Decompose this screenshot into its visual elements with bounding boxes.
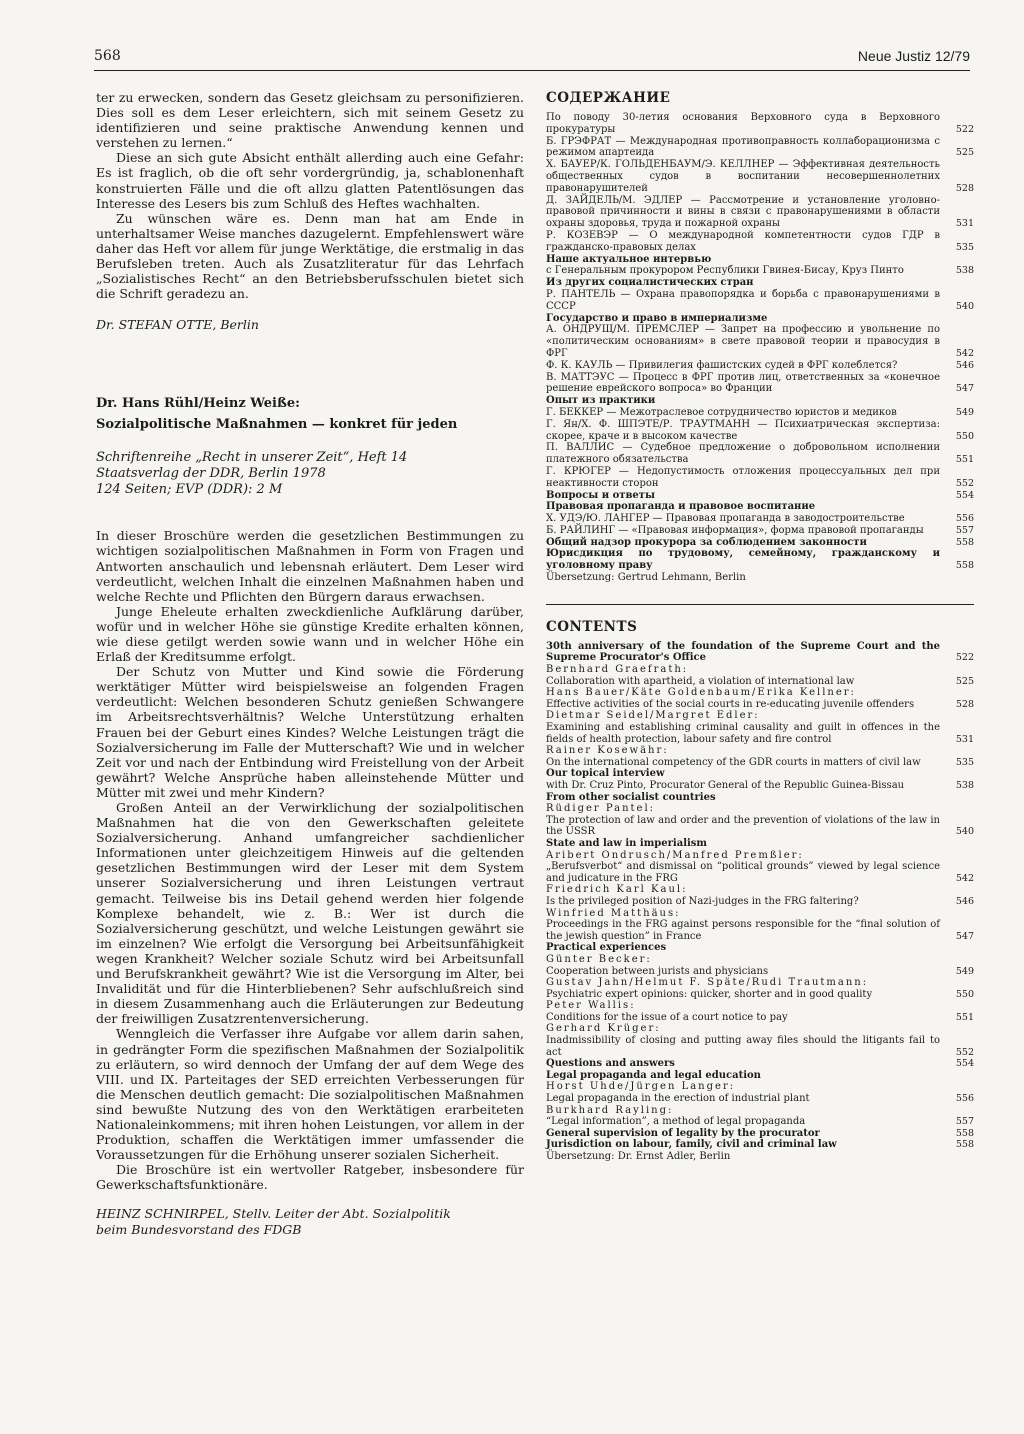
toc-page-number: 528 <box>955 698 974 710</box>
toc-title: 30th anniversary of the foundation of the Supreme Court and the Supreme Procurator's Office <box>546 640 940 664</box>
toc-entry <box>546 360 974 372</box>
toc-page-number: 540 <box>955 826 974 838</box>
toc-title: General supervision of legality by the procurator <box>546 1127 820 1139</box>
right-column <box>546 90 974 1163</box>
toc-page-number: 522 <box>955 123 974 135</box>
toc-entry <box>546 710 974 745</box>
paragraph: Wenngleich die Verfasser ihre Aufgabe vor allem darin sahen, in gedrängter Form die spezifischen Maßnahmen der Sozialpolitik zu erläutern, so wird dennoch der Umfang der auf dem Wege des VIII. und IX. Parteitages der SED erreichten Verbesserungen für die Menschen deutlich gemacht: Die sozialpolitischen Maßnahmen sind bewußte Nutzung des von den Werktätigen erarbeiteten Nationaleinkommens; mit ihren hohen Leistungen, vor allem in der Produktion, schaffen die Werktätigen immer umfassender die Voraussetzungen für die Erhöhung unserer sozialen Sicherheit. <box>96 1026 524 1163</box>
toc-title: “Legal information”, a method of legal propaganda <box>546 1116 806 1128</box>
toc-title: Proceedings in the FRG against persons responsible for the “final solution of the jewish question” in France <box>546 919 940 942</box>
toc-entry <box>546 1139 974 1151</box>
book-publisher: Staatsverlag der DDR, Berlin 1978 <box>96 466 326 482</box>
toc-page-number: 525 <box>955 147 974 159</box>
toc-title: По поводу 30-летия основания Верховного суда в Верховного прокуратуры <box>546 112 940 135</box>
paragraph: Der Schutz von Mutter und Kind sowie die Förderung werktätiger Mütter wird beispielsweise an folgenden Fragen verdeutlicht: Welchen besonderen Schutz genießen Schwangere im Arbeitsrechtsverhältnis? Welche Unterstützung erhalten Frauen bei der Geburt eines Kindes? Welche Leistungen trägt die Sozialversicherung im Falle der Mutterschaft? Wie und in welcher Zeit vor und nach der Entbindung wird Freistellung von der Arbeit gewährt? Welche Ansprüche haben alleinstehende Mütter und Mütter mit zwei und mehr Kindern? <box>96 664 524 800</box>
toc-section-title: From other socialist countries <box>546 791 716 803</box>
toc-page-number: 542 <box>955 872 974 884</box>
toc-author: Dietmar Seidel/Margret Edler: <box>546 710 760 722</box>
toc-page-number: 525 <box>955 675 974 687</box>
toc-author: Rüdiger Pantel: <box>546 803 656 815</box>
toc-title: Б. ГРЭФРАТ — Международная противоправность коллаборационизма с режимом апартеида <box>546 135 940 159</box>
page-header <box>94 48 970 70</box>
paragraph: Großen Anteil an der Verwirklichung der sozialpolitischen Maßnahmen hat die von den Gewerkschaften geleitete Sozialversicherung. Anhand umfangreicher sachdienlicher Informationen unter gleichzeitigem Hinweis auf die geltenden gesetzlichen Bestimmungen wird der Leser mit dem System unserer Sozialversicherung und ihren Leistungen vertraut gemacht. Teilweise bis ins Detail gehend werden hier folgende Komplexe behandelt, wie z. B.: Wer ist durch die Sozialversicherung geschützt, und welche Leistungen gewährt sie im einzelnen? Wie erfolgt die Versorgung bei Arbeitsunfähigkeit wegen Krankheit? Welcher soziale Schutz wird bei Arbeitsunfall und Berufskrankheit gewährt? Wie ist die Versorgung im Alter, bei Invalidität und für die Hinterbliebenen? Sehr aufschlußreich sind in diesem Zusammenhang auch die Erläuterungen zur Bedeutung der freiwilligen Zusatzrentenversicherung. <box>96 800 524 1027</box>
toc-entry <box>546 977 974 1000</box>
toc-page-number: 549 <box>955 965 974 977</box>
toc-entry <box>546 265 974 277</box>
toc-section <box>546 942 974 954</box>
toc-title: Д. ЗАЙДЕЛЬ/М. ЭДЛЕР — Рассмотрение и установление уголовно-правовой причинности и вины в связи с правонарушениями в области охраны здоровья, труда и пожарной охраны <box>546 194 940 230</box>
toc-title: Cooperation between jurists and physicians <box>546 965 769 977</box>
toc-author: Peter Wallis: <box>546 1000 636 1012</box>
toc-author: Bernhard Graefrath: <box>546 664 689 676</box>
toc-section-title: Опыт из практики <box>546 395 656 407</box>
review-book-title: Sozialpolitische Maßnahmen — konkret für jeden <box>96 417 458 433</box>
toc-section-title: Из других социалистических стран <box>546 277 754 289</box>
header-rule <box>94 70 970 71</box>
left-column <box>96 90 524 1238</box>
toc-title: Inadmissibility of closing and putting away files should the litigants fail to act <box>546 1035 940 1058</box>
book-pages-price: 124 Seiten; EVP (DDR): 2 M <box>96 482 283 498</box>
toc-entry <box>546 525 974 537</box>
toc-title: Legal propaganda and legal education <box>546 1069 761 1081</box>
toc-section-title: Our topical interview <box>546 768 665 780</box>
toc-title: А. ОНДРУЩ/М. ПРЕМСЛЕР — Запрет на профессию и увольнение по «политическим основаниям» в свете правовой теории и правосудия в ФРГ <box>546 324 940 359</box>
toc-author: Günter Becker: <box>546 953 652 965</box>
toc-page-number: 522 <box>955 652 974 664</box>
toc-entry <box>546 850 974 885</box>
toc-page-number: 535 <box>955 756 974 768</box>
toc-page-number: 547 <box>955 930 974 942</box>
toc-entry <box>546 745 974 768</box>
toc-page-number: 550 <box>955 988 974 1000</box>
toc-entry <box>546 1000 974 1023</box>
toc-page-number: 550 <box>955 430 974 442</box>
toc-title: Общий надзор прокурора за соблюдением законности <box>546 536 867 548</box>
book-series: Schriftenreihe „Recht in unserer Zeit“, Heft 14 <box>96 450 408 466</box>
toc-entry <box>546 230 974 254</box>
toc-entry <box>546 289 974 313</box>
paragraph: Zu wünschen wäre es. Denn man hat am Ende in unterhaltsamer Weise manches dazugelernt. Empfehlenswert wäre daher das Heft vor allem für junge Werktätige, die erstmalig in das Berufsleben treten. Auch als Zusatzliteratur für das Lehrfach „Sozialistisches Recht“ an den Betriebsberufsschulen bietet sich die Schrift geradezu an. <box>96 210 524 302</box>
toc-page-number: 546 <box>955 359 974 371</box>
toc-title: Is the privileged position of Nazi-judges in the FRG faltering? <box>546 895 859 907</box>
toc-page-number: 551 <box>955 1011 974 1023</box>
toc-title: Psychiatric expert opinions: quicker, shorter and in good quality <box>546 988 873 1000</box>
toc-title: с Генеральным прокурором Республики Гвинея-Бисау, Круз Пинто <box>546 265 904 277</box>
toc-author: Hans Bauer/Käte Goldenbaum/Erika Kellner: <box>546 687 856 699</box>
toc-page-number: 528 <box>955 182 974 194</box>
toc-section <box>546 838 974 850</box>
toc-en-list <box>546 641 974 1151</box>
toc-title: The protection of law and order and the prevention of violations of the law in the USSR <box>546 814 940 838</box>
toc-page-number: 538 <box>955 780 974 791</box>
toc-page-number: 535 <box>955 241 974 253</box>
toc-entry <box>546 324 974 359</box>
toc-entry <box>546 1023 974 1058</box>
toc-page-number: 538 <box>955 265 974 277</box>
toc-section-title: Государство и право в империализме <box>546 312 768 324</box>
toc-author: Friedrich Karl Kaul: <box>546 884 688 896</box>
toc-title: On the international competency of the GDR courts in matters of civil law <box>546 756 921 768</box>
toc-entry <box>546 513 974 525</box>
journal-issue: Neue Justiz 12/79 <box>857 48 970 64</box>
toc-title: Г. БЕККЕР — Межотраслевое сотрудничество юристов и медиков <box>546 406 897 418</box>
toc-title: В. МАТТЭУС — Процесс в ФРГ против лиц, ответственных за «конечное решение еврейского вопроса» во Франции <box>546 371 940 395</box>
toc-ru-heading: СОДЕРЖАНИЕ <box>546 90 671 106</box>
toc-title: П. ВАЛЛИС — Судебное предложение о добровольном исполнении платежного обязательства <box>546 442 940 466</box>
toc-entry <box>546 803 974 838</box>
toc-entry <box>546 195 974 230</box>
toc-section <box>546 313 974 325</box>
toc-section-title: Practical experiences <box>546 942 667 954</box>
toc-entry <box>546 490 974 502</box>
toc-title: Г. КРЮГЕР — Недопустимость отложения процессуальных дел при неактивности сторон <box>546 465 940 489</box>
toc-entry <box>546 407 974 419</box>
toc-entry <box>546 1128 974 1140</box>
toc-en-translator: Übersetzung: Dr. Ernst Adler, Berlin <box>546 1151 731 1162</box>
toc-page-number: 556 <box>955 513 974 525</box>
toc-page-number: 554 <box>955 1058 974 1070</box>
paragraph: Junge Eheleute erhalten zweckdienliche Aufklärung darüber, wofür und in welcher Höhe sie günstige Kredite erhalten können, wie diese getilgt werden sowie wann und in welcher Höhe ein Erlaß der Kreditsumme erfolgt. <box>96 603 524 665</box>
toc-title: Conditions for the issue of a court notice to pay <box>546 1011 788 1023</box>
toc-author: Horst Uhde/Jürgen Langer: <box>546 1081 736 1093</box>
toc-title: Юрисдикция по трудовому, семейному, гражданскому и уголовному праву <box>546 548 940 572</box>
toc-title: Р. КОЗЕВЭР — О международной компетентности судов ГДР в гражданско-правовых делах <box>546 229 940 253</box>
page-number: 568 <box>94 48 121 64</box>
toc-author: Aribert Ondrusch/Manfred Premßler: <box>546 849 804 861</box>
toc-entry <box>546 1081 974 1104</box>
toc-title: Б. РАЙЛИНГ — «Правовая информация», форма правовой пропаганды <box>546 524 924 536</box>
toc-author: Gerhard Krüger: <box>546 1023 661 1035</box>
toc-section-title: Наше актуальное интервью <box>546 253 712 265</box>
review-signature: Dr. STEFAN OTTE, Berlin <box>96 317 259 333</box>
toc-section <box>546 501 974 513</box>
review-body <box>96 528 524 1192</box>
toc-entry <box>546 419 974 443</box>
toc-section-title: Questions and answers <box>546 1058 675 1070</box>
toc-entry <box>546 780 974 792</box>
paragraph: In dieser Broschüre werden die gesetzlichen Bestimmungen zu wichtigen sozialpolitischen Maßnahmen in Form von Fragen und Antworten anschaulich und lebensnah erläutert. Dem Leser wird verdeutlicht, welchen Inhalt die einzelnen Maßnahmen haben und welche Rechte und Pflichten den Bürgern daraus erwachsen. <box>96 528 524 604</box>
toc-title: Effective activities of the social courts in re-educating juvenile offenders <box>546 698 915 710</box>
toc-title: Х. УДЭ/Ю. ЛАНГЕР — Правовая пропаганда в заводостроительстве <box>546 513 905 525</box>
toc-title: Collaboration with apartheid, a violation of international law <box>546 675 855 687</box>
toc-entry <box>546 372 974 396</box>
toc-page-number: 558 <box>955 536 974 548</box>
toc-page-number: 552 <box>955 1046 974 1058</box>
toc-entry <box>546 1070 974 1082</box>
toc-entry <box>546 136 974 160</box>
toc-section <box>546 1058 974 1070</box>
toc-section <box>546 768 974 780</box>
toc-entry <box>546 687 974 710</box>
toc-ru-list <box>546 112 974 572</box>
paragraph: Diese an sich gute Absicht enthält allerding auch eine Gefahr: Es ist fraglich, ob die oft sehr vordergründig, ja, schablonenhaft konstruierten Fälle und die oft allzu glatten Patentlösungen das Interesse des Lesers bis zum Schluß des Heftes wachhalten. <box>96 150 524 211</box>
toc-title: Examining and establishing criminal causality and guilt in offences in the fields of health protection, labour safety and fire control <box>546 722 940 745</box>
toc-entry <box>546 884 974 907</box>
toc-entry <box>546 641 974 664</box>
toc-entry <box>546 442 974 466</box>
toc-section-title: State and law in imperialism <box>546 837 708 849</box>
toc-title: Г. Ян/Х. Ф. ШПЭТЕ/Р. ТРАУТМАНН — Психиатрическая экспертиза: скорее, краче и в высоком качестве <box>546 418 940 442</box>
toc-section <box>546 395 974 407</box>
toc-page-number: 547 <box>955 383 974 395</box>
signature-line: HEINZ SCHNIRPEL, Stellv. Leiter der Abt. Sozialpolitik <box>96 1206 451 1222</box>
continued-review <box>96 90 524 301</box>
toc-page-number: 558 <box>955 560 974 572</box>
toc-author: Gustav Jahn/Helmut F. Späte/Rudi Trautmann: <box>546 977 869 989</box>
toc-entry <box>546 908 974 943</box>
toc-page-number: 551 <box>955 454 974 466</box>
toc-entry <box>546 954 974 977</box>
section-divider <box>546 604 974 605</box>
toc-entry <box>546 664 974 687</box>
toc-page-number: 531 <box>955 218 974 230</box>
toc-title: Р. ПАНТЕЛЬ — Охрана правопорядка и борьба с правонарушениями в СССР <box>546 288 940 312</box>
review-signature <box>96 1206 524 1238</box>
toc-page-number: 558 <box>955 1139 974 1151</box>
toc-section <box>546 277 974 289</box>
paragraph: Die Broschüre ist ein wertvoller Ratgeber, insbesondere für Gewerkschaftsfunktionäre. <box>96 1162 524 1193</box>
toc-title: „Berufsverbot“ and dismissal on “political grounds” viewed by legal science and judicature in the FRG <box>546 861 940 884</box>
toc-page-number: 554 <box>955 489 974 501</box>
toc-page-number: 556 <box>955 1093 974 1105</box>
review-authors: Dr. Hans Rühl/Heinz Weiße: <box>96 396 300 412</box>
toc-page-number: 549 <box>955 406 974 418</box>
toc-author: Winfried Matthäus: <box>546 907 681 919</box>
toc-section-title: Правовая пропаганда и правовое воспитание <box>546 501 816 513</box>
toc-page-number: 531 <box>955 733 974 745</box>
toc-section <box>546 792 974 804</box>
toc-page-number: 552 <box>955 477 974 489</box>
toc-title: with Dr. Cruz Pinto, Procurator General of the Republic Guinea-Bissau <box>546 780 905 791</box>
toc-title: Ф. К. КАУЛЬ — Привилегия фашистских судей в ФРГ колеблется? <box>546 359 898 371</box>
toc-page-number: 557 <box>955 1116 974 1128</box>
toc-author: Burkhard Rayling: <box>546 1104 674 1116</box>
toc-page-number: 557 <box>955 524 974 536</box>
toc-page-number: 546 <box>955 895 974 907</box>
toc-title: Х. БАУЕР/К. ГОЛЬДЕНБАУМ/Э. КЕЛЛНЕР — Эффективная деятельность общественных судов в воспитании несовершеннолетних правонарушителей <box>546 159 940 194</box>
toc-page-number: 540 <box>955 300 974 312</box>
toc-title: Вопросы и ответы <box>546 489 655 501</box>
toc-title: Jurisdiction on labour, family, civil and criminal law <box>546 1139 837 1151</box>
toc-entry <box>546 466 974 490</box>
toc-page-number: 558 <box>955 1127 974 1139</box>
toc-author: Rainer Kosewähr: <box>546 745 669 757</box>
paragraph: ter zu erwecken, sondern das Gesetz gleichsam zu personifizieren. Dies soll es dem Leser erleichtern, sich mit seinem Gesetz zu identifizieren und seine praktische Anwendung kennen und verstehen zu lernen.“ <box>96 90 524 151</box>
toc-en-heading: CONTENTS <box>546 618 638 635</box>
toc-entry <box>546 537 974 549</box>
toc-page-number: 542 <box>955 347 974 359</box>
book-metadata <box>96 450 524 498</box>
toc-entry <box>546 159 974 194</box>
toc-entry <box>546 548 974 572</box>
toc-entry <box>546 112 974 136</box>
signature-line: beim Bundesvorstand des FDGB <box>96 1222 302 1238</box>
toc-title: Legal propaganda in the erection of industrial plant <box>546 1093 810 1105</box>
toc-entry <box>546 1105 974 1128</box>
toc-section <box>546 254 974 266</box>
toc-ru-translator: Übersetzung: Gertrud Lehmann, Berlin <box>546 572 746 584</box>
